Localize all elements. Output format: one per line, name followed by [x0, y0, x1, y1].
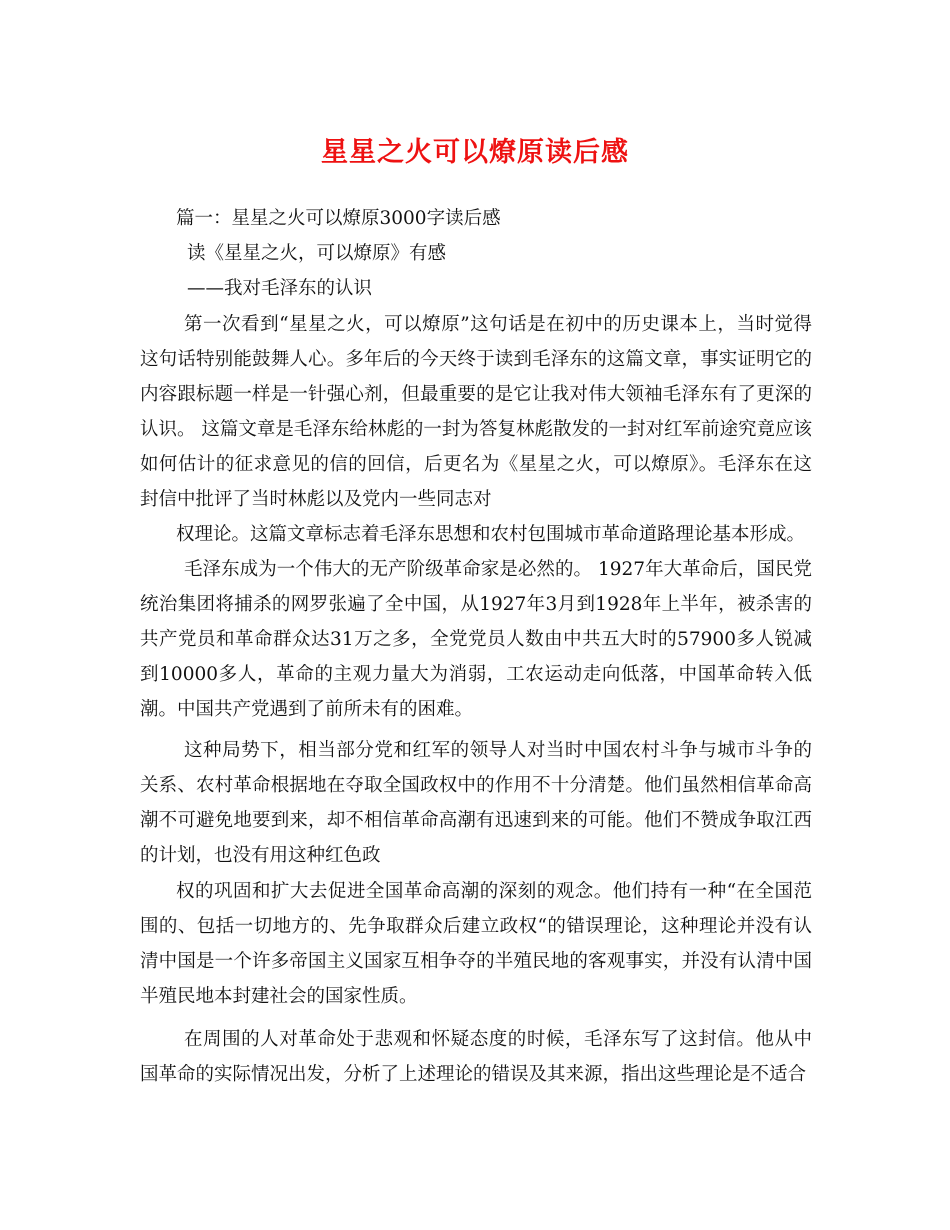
- article-heading: 篇一：星星之火可以燎原3000字读后感: [176, 208, 501, 229]
- article-subtitle: 读《星星之火，可以燎原》有感: [187, 243, 447, 264]
- paragraph: 这种局势下，相当部分党和红军的领导人对当时中国农村斗争与城市斗争的关系、农村革命根据地在夺取全国政权中的作用不十分清楚。他们虽然相信革命高潮不可避免地要到来，却不相信革命高潮有迅速到来的可能。他们不赞成争取江西的计划，也没有用这种红色政: [140, 740, 812, 866]
- paragraph: 权理论。这篇文章标志着毛泽东思想和农村包围城市革命道路理论基本形成。: [176, 524, 806, 545]
- paragraph: 毛泽东成为一个伟大的无产阶级革命家是必然的。 1927年大革命后，国民党统治集团将捕杀的网罗张遍了全中国，从1927年3月到1928年上半年，被杀害的共产党员和革命群众达31万之多，全党党员人数由中共五大时的57900多人锐减到10000多人，革命的主观力量大为消弱，工农运动走向低落，中国革命转入低潮。中国共产党遇到了前所未有的困难。: [140, 559, 812, 720]
- document-title: 星星之火可以燎原读后感: [321, 137, 629, 168]
- paragraph: 第一次看到“星星之火，可以燎原”这句话是在初中的历史课本上，当时觉得这句话特别能鼓舞人心。多年后的今天终于读到毛泽东的这篇文章，事实证明它的内容跟标题一样是一针强心剂，但最重要的是它让我对伟大领袖毛泽东有了更深的认识。 这篇文章是毛泽东给林彪的一封为答复林彪散发的一封对红军前途究竟应该如何估计的征求意见的信的回信，后更名为《星星之火，可以燎原》。毛泽东在这封信中批评了当时林彪以及党内一些同志对: [140, 314, 812, 510]
- paragraph: 在周围的人对革命处于悲观和怀疑态度的时候，毛泽东写了这封信。他从中国革命的实际情况出发，分析了上述理论的错误及其来源，指出这些理论是不适合: [140, 1029, 812, 1085]
- paragraph: 权的巩固和扩大去促进全国革命高潮的深刻的观念。他们持有一种“在全国范围的、包括一切地方的、先争取群众后建立政权“的错误理论，这种理论并没有认清中国是一个许多帝国主义国家互相争夺的半殖民地的客观事实，并没有认清中国半殖民地本封建社会的国家性质。: [140, 881, 812, 1007]
- article-byline: ——我对毛泽东的认识: [187, 278, 373, 299]
